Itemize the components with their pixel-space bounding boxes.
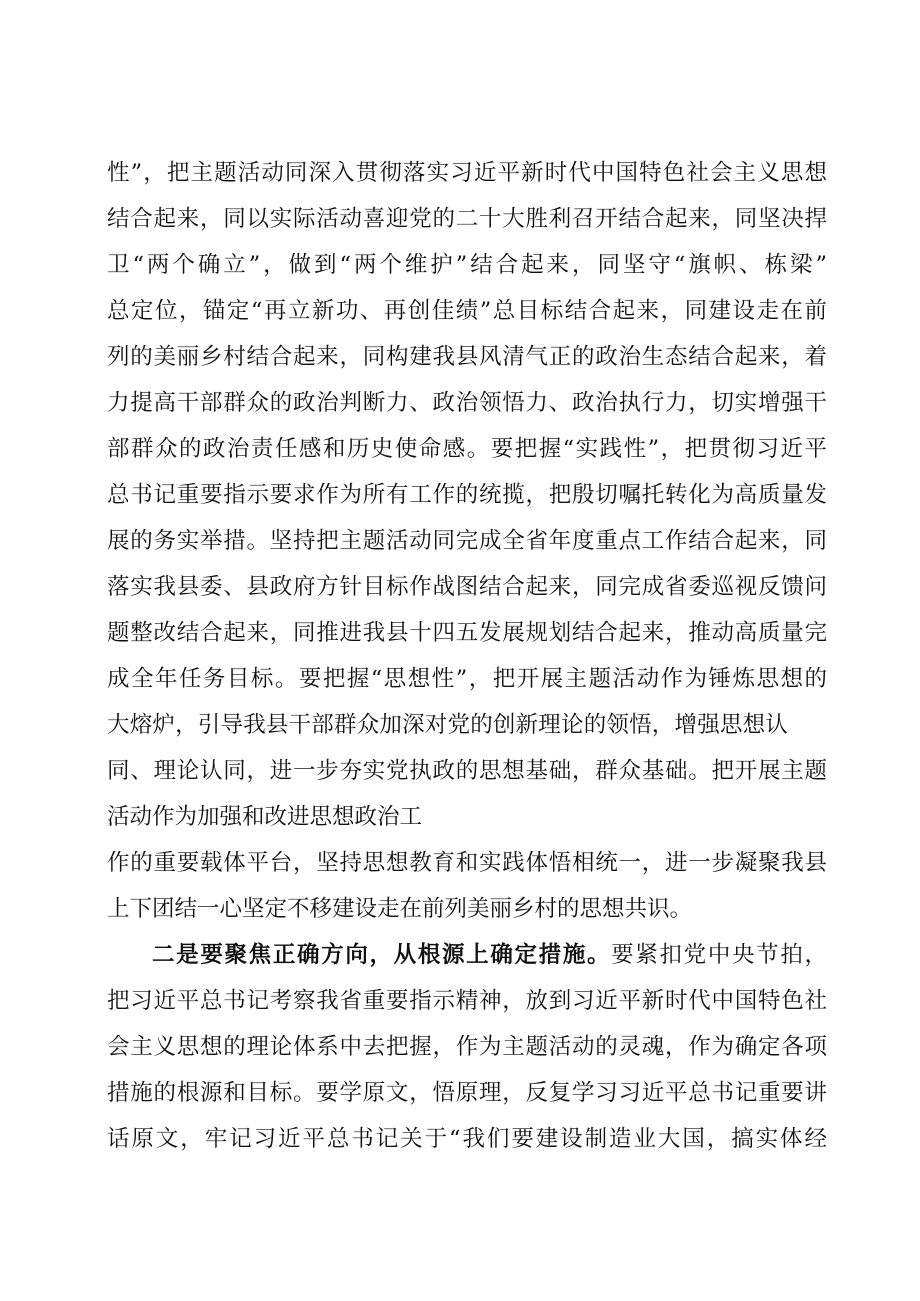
text-line: 部群众的政治责任感和历史使命感。要把握“实践性”，把贯彻习近平 [107, 436, 827, 462]
heading-line-rest: 要紧扣党中央节拍， [611, 942, 827, 968]
text-line: 总书记重要指示要求作为所有工作的统揽，把殷切嘱托转化为高质量发 [107, 482, 827, 508]
text-line: 同、理论认同，进一步夯实党执政的思想基础，群众基础。把开展主题 [107, 758, 827, 784]
text-line: 题整改结合起来，同推进我县十四五发展规划结合起来，推动高质量完 [107, 620, 827, 646]
text-line: 会主义思想的理论体系中去把握，作为主题活动的灵魂，作为确定各项 [107, 1034, 827, 1060]
document-body [107, 150, 827, 1162]
text-line: 把习近平总书记考察我省重要指示精神，放到习近平新时代中国特色社 [107, 988, 827, 1014]
text-line: 成全年任务目标。要把握“思想性”，把开展主题活动作为锤炼思想的 [107, 666, 827, 692]
text-line: 卫“两个确立”，做到“两个维护”结合起来，同坚守“旗帜、栋梁” [107, 252, 827, 278]
text-line: 活动作为加强和改进思想政治工 [107, 804, 423, 830]
text-line: 结合起来，同以实际活动喜迎党的二十大胜利召开结合起来，同坚决捍 [107, 206, 827, 232]
text-line: 作的重要载体平台，坚持思想教育和实践体悟相统一，进一步凝聚我县 [107, 850, 827, 876]
paragraph-1 [107, 150, 827, 840]
text-line: 上下团结一心坚定不移建设走在前列美丽乡村的思想共识。 [107, 896, 693, 922]
paragraph-3 [107, 932, 827, 1162]
text-line: 性”，把主题活动同深入贯彻落实习近平新时代中国特色社会主义思想 [107, 160, 827, 186]
section-heading: 二是要聚焦正确方向，从根源上确定措施。 [152, 942, 612, 968]
text-line [107, 932, 827, 978]
text-line: 展的务实举措。坚持把主题活动同完成全省年度重点工作结合起来，同 [107, 528, 827, 554]
text-line: 落实我县委、县政府方针目标作战图结合起来，同完成省委巡视反馈问 [107, 574, 827, 600]
text-line: 总定位，锚定“再立新功、再创佳绩”总目标结合起来，同建设走在前 [107, 298, 827, 324]
text-line: 措施的根源和目标。要学原文，悟原理，反复学习习近平总书记重要讲 [107, 1080, 827, 1106]
text-line: 话原文，牢记习近平总书记关于“我们要建设制造业大国，搞实体经 [107, 1126, 827, 1152]
text-line: 力提高干部群众的政治判断力、政治领悟力、政治执行力，切实增强干 [107, 390, 827, 416]
text-line: 大熔炉，引导我县干部群众加深对党的创新理论的领悟，增强思想认 [107, 712, 789, 738]
text-line: 列的美丽乡村结合起来，同构建我县风清气正的政治生态结合起来，着 [107, 344, 827, 370]
paragraph-2 [107, 840, 827, 932]
